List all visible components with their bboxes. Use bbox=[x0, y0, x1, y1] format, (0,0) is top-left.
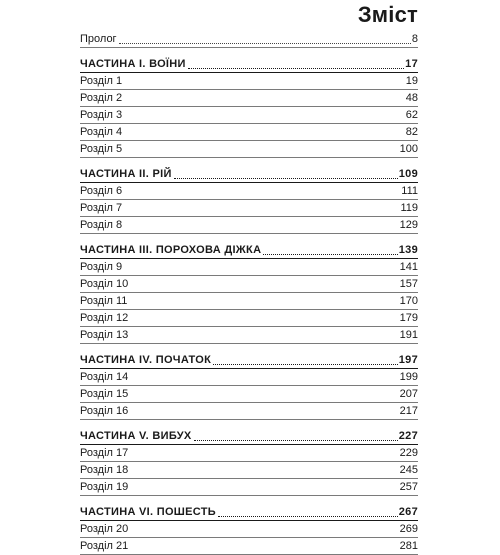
toc-entry-page-number: 197 bbox=[398, 354, 418, 366]
toc-chapter-row bbox=[80, 293, 418, 310]
toc-chapter-row bbox=[80, 90, 418, 107]
toc-entry-page-number: 109 bbox=[398, 168, 418, 180]
toc-entry-label: Розділ 15 bbox=[80, 388, 129, 400]
toc-entry-page-number: 217 bbox=[399, 405, 418, 417]
dot-leader bbox=[218, 516, 398, 517]
toc-part-row bbox=[80, 242, 418, 259]
toc-entry-page-number: 82 bbox=[405, 126, 418, 138]
toc-entry-page-number: 19 bbox=[405, 75, 418, 87]
toc-part-row bbox=[80, 504, 418, 521]
toc-entry-page-number: 191 bbox=[399, 329, 418, 341]
toc-entry-page-number: 141 bbox=[399, 261, 418, 273]
toc-entry-page-number: 245 bbox=[399, 464, 418, 476]
toc-part-row bbox=[80, 428, 418, 445]
toc-chapter-row bbox=[80, 217, 418, 234]
toc-entry-label: Розділ 16 bbox=[80, 405, 129, 417]
toc-page bbox=[80, 0, 418, 552]
toc-chapter-row bbox=[80, 73, 418, 90]
toc-entry-page-number: 157 bbox=[399, 278, 418, 290]
toc-entry-label: Розділ 19 bbox=[80, 481, 129, 493]
toc-entry-label: Розділ 8 bbox=[80, 219, 123, 231]
toc-entry-page-number: 100 bbox=[399, 143, 418, 155]
toc-entry-page-number: 111 bbox=[401, 185, 418, 197]
toc-entry-label: ЧАСТИНА IV. ПОЧАТОК bbox=[80, 354, 212, 366]
toc-chapter-row bbox=[80, 386, 418, 403]
dot-leader bbox=[194, 440, 398, 441]
toc-entry-label: ЧАСТИНА II. РІЙ bbox=[80, 168, 172, 180]
toc-chapter-row bbox=[80, 538, 418, 555]
toc-entry-page-number: 129 bbox=[399, 219, 418, 231]
toc-chapter-row bbox=[80, 107, 418, 124]
toc-chapter-row bbox=[80, 521, 418, 538]
toc-entry-page-number: 17 bbox=[405, 58, 418, 70]
toc-entry-page-number: 227 bbox=[398, 430, 418, 442]
page-title: Зміст bbox=[357, 2, 418, 27]
toc-entry-label: Розділ 9 bbox=[80, 261, 123, 273]
toc-entry-page-number: 8 bbox=[411, 33, 418, 45]
toc-chapter-row bbox=[80, 141, 418, 158]
toc-chapter-row bbox=[80, 183, 418, 200]
toc-chapter-row bbox=[80, 445, 418, 462]
toc-entry-page-number: 179 bbox=[399, 312, 418, 324]
dot-leader bbox=[263, 254, 397, 255]
toc-chapter-row bbox=[80, 276, 418, 293]
toc-entry-label: ЧАСТИНА III. ПОРОХОВА ДІЖКА bbox=[80, 244, 262, 256]
toc-entry-page-number: 257 bbox=[399, 481, 418, 493]
toc-entry-page-number: 229 bbox=[399, 447, 418, 459]
toc-chapter-row bbox=[80, 327, 418, 344]
toc-entry-page-number: 62 bbox=[405, 109, 418, 121]
toc-chapter-row bbox=[80, 200, 418, 217]
table-of-contents bbox=[80, 31, 418, 555]
toc-chapter-row bbox=[80, 310, 418, 327]
toc-chapter-row bbox=[80, 369, 418, 386]
toc-entry-label: Розділ 12 bbox=[80, 312, 129, 324]
toc-entry-label: Розділ 20 bbox=[80, 523, 129, 535]
toc-entry-label: Пролог bbox=[80, 33, 117, 45]
toc-entry-label: Розділ 3 bbox=[80, 109, 123, 121]
toc-entry-page-number: 119 bbox=[400, 202, 418, 214]
toc-part-row bbox=[80, 352, 418, 369]
toc-entry-page-number: 281 bbox=[399, 540, 418, 552]
toc-chapter-row bbox=[80, 259, 418, 276]
toc-entry-label: Розділ 5 bbox=[80, 143, 123, 155]
toc-entry-label: Розділ 6 bbox=[80, 185, 123, 197]
toc-entry-page-number: 170 bbox=[399, 295, 418, 307]
toc-chapter-row bbox=[80, 124, 418, 141]
toc-part-row bbox=[80, 166, 418, 183]
toc-entry-label: ЧАСТИНА I. ВОЇНИ bbox=[80, 58, 186, 70]
dot-leader bbox=[119, 43, 411, 44]
toc-entry-page-number: 267 bbox=[398, 506, 418, 518]
toc-entry-label: ЧАСТИНА V. ВИБУХ bbox=[80, 430, 192, 442]
toc-entry-label: Розділ 13 bbox=[80, 329, 129, 341]
toc-entry-label: Розділ 10 bbox=[80, 278, 129, 290]
toc-entry-label: Розділ 18 bbox=[80, 464, 129, 476]
toc-chapter-row bbox=[80, 462, 418, 479]
dot-leader bbox=[213, 364, 398, 365]
toc-chapter-row bbox=[80, 403, 418, 420]
dot-leader bbox=[188, 68, 404, 69]
toc-entry-label: Розділ 7 bbox=[80, 202, 123, 214]
toc-entry-label: Розділ 17 bbox=[80, 447, 129, 459]
toc-entry-label: Розділ 11 bbox=[80, 295, 128, 307]
toc-chapter-row bbox=[80, 479, 418, 496]
toc-prolog-row bbox=[80, 31, 418, 48]
toc-entry-page-number: 207 bbox=[399, 388, 418, 400]
toc-entry-label: Розділ 1 bbox=[80, 75, 123, 87]
toc-entry-page-number: 199 bbox=[399, 371, 418, 383]
toc-entry-page-number: 269 bbox=[399, 523, 418, 535]
toc-entry-label: Розділ 14 bbox=[80, 371, 129, 383]
toc-entry-label: ЧАСТИНА VI. ПОШЕСТЬ bbox=[80, 506, 216, 518]
toc-entry-label: Розділ 4 bbox=[80, 126, 123, 138]
toc-part-row bbox=[80, 56, 418, 73]
toc-entry-page-number: 48 bbox=[405, 92, 418, 104]
toc-entry-page-number: 139 bbox=[398, 244, 418, 256]
toc-entry-label: Розділ 2 bbox=[80, 92, 123, 104]
dot-leader bbox=[174, 178, 398, 179]
toc-entry-label: Розділ 21 bbox=[80, 540, 129, 552]
